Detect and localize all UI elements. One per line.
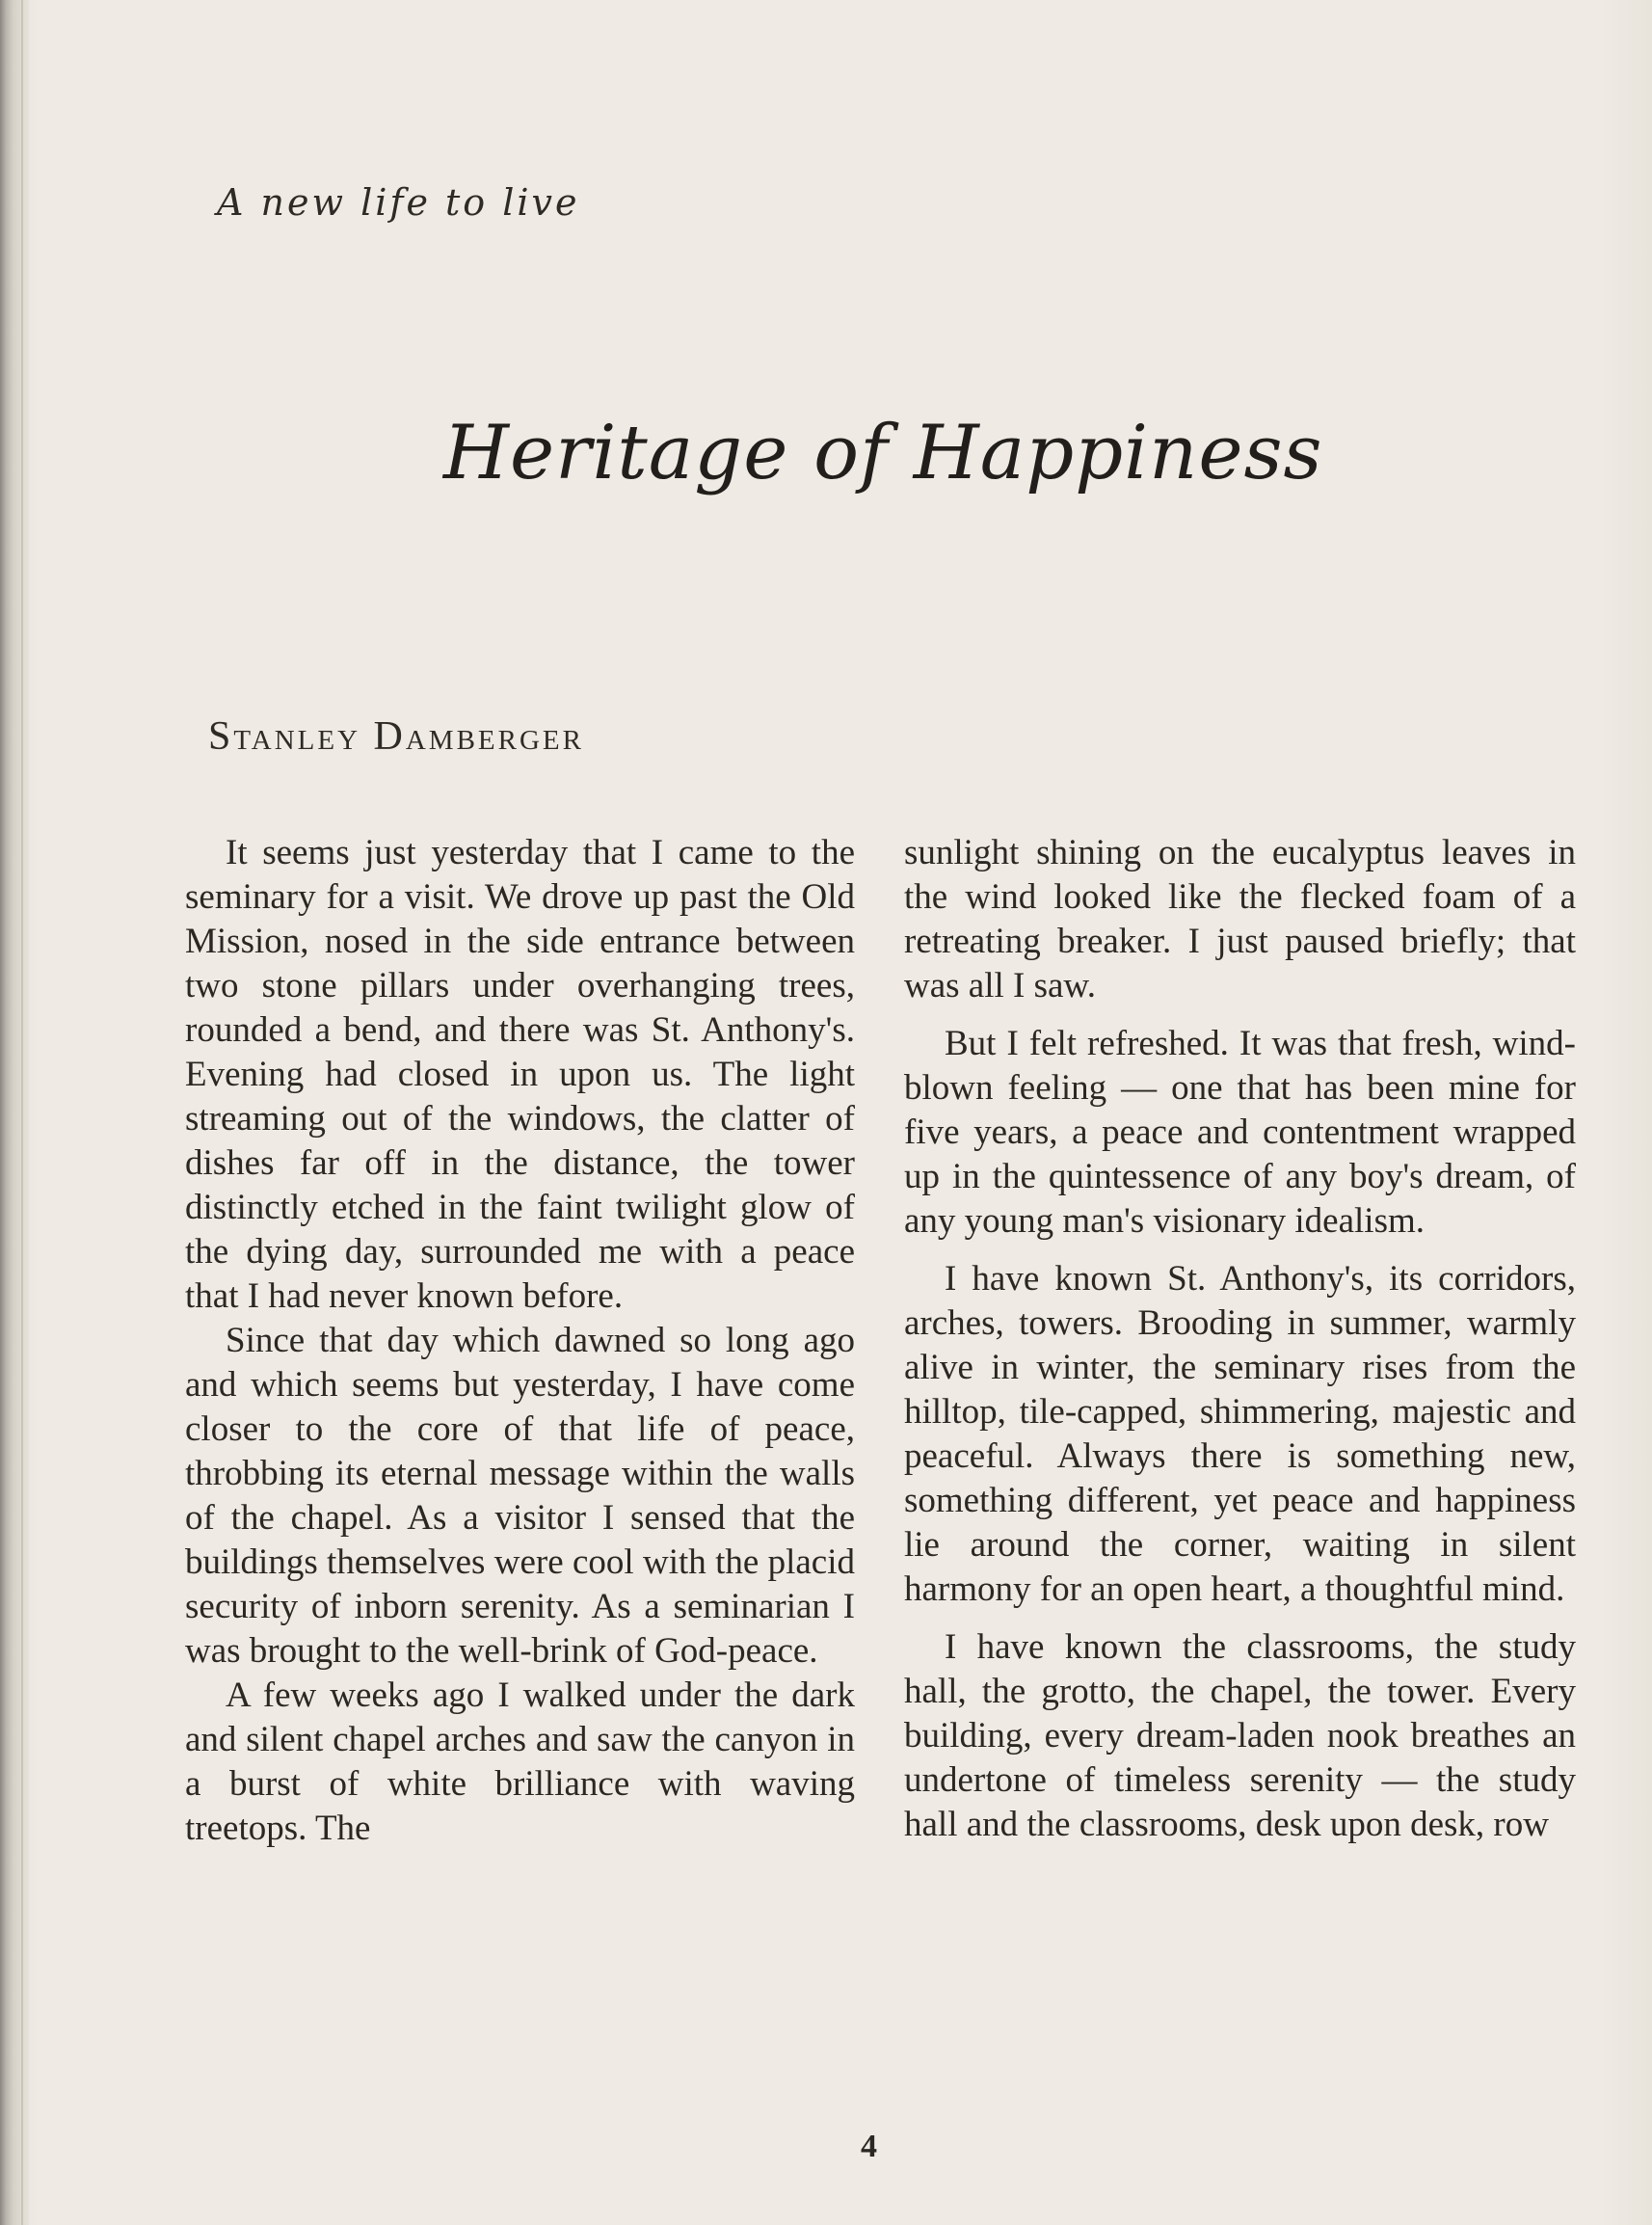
paragraph: A few weeks ago I walked under the dark and silent chapel arches and saw the canyon in a burst of white brilliance with waving treetops. The	[185, 1675, 855, 1848]
paragraph: But I felt refreshed. It was that fresh, wind-blown feeling — one that has been mine for five years, a peace and contentment wrapped up in the quintessence of any boy's dream, of any young man's visionary idealism.	[904, 1024, 1576, 1241]
paragraph: Since that day which dawned so long ago and which seems but yesterday, I have come closer to the core of that life of peace, throbbing its eternal message within the walls of the chapel. As a visitor I sensed that the buildings themselves were cool with the placid security of inborn serenity. As a seminarian I was brought to the well-brink of God-peace.	[185, 1321, 855, 1671]
article-title: Heritage of Happiness	[443, 410, 1323, 496]
paragraph-continued: sunlight shining on the eucalyptus leaves in the wind looked like the flecked foam of a retreating breaker. I just paused briefly; that was all I saw.	[904, 833, 1576, 1005]
paragraph: I have known St. Anthony's, its corridors, arches, towers. Brooding in summer, warmly alive in winter, the seminary rises from the hilltop, tile-capped, shimmering, majestic and peaceful. Always there is something new, something different, yet peace and happiness lie around the corner, waiting in silent harmony for an open heart, a thoughtful mind.	[904, 1259, 1576, 1609]
spine-divider	[21, 0, 23, 2225]
right-column	[904, 831, 1576, 1847]
section-label: A new life to live	[217, 181, 580, 224]
page-number: 4	[861, 2129, 877, 2164]
left-column	[185, 831, 855, 1851]
article-author: Stanley Damberger	[208, 714, 584, 759]
page-spine-edge	[0, 0, 29, 2225]
paragraph: I have known the classrooms, the study hall, the grotto, the chapel, the tower. Every building, every dream-laden nook breathes an undertone of timeless serenity — the study hall and the classrooms, desk upon desk, row	[904, 1627, 1576, 1844]
paragraph: It seems just yesterday that I came to the seminary for a visit. We drove up past the Old Mission, nosed in the side entrance between two stone pillars under overhanging trees, rounded a bend, and there was St. Anthony's. Evening had closed in upon us. The light streaming out of the windows, the clatter of dishes far off in the distance, the tower distinctly etched in the faint twilight glow of the dying day, surrounded me with a peace that I had never known before.	[185, 833, 855, 1316]
